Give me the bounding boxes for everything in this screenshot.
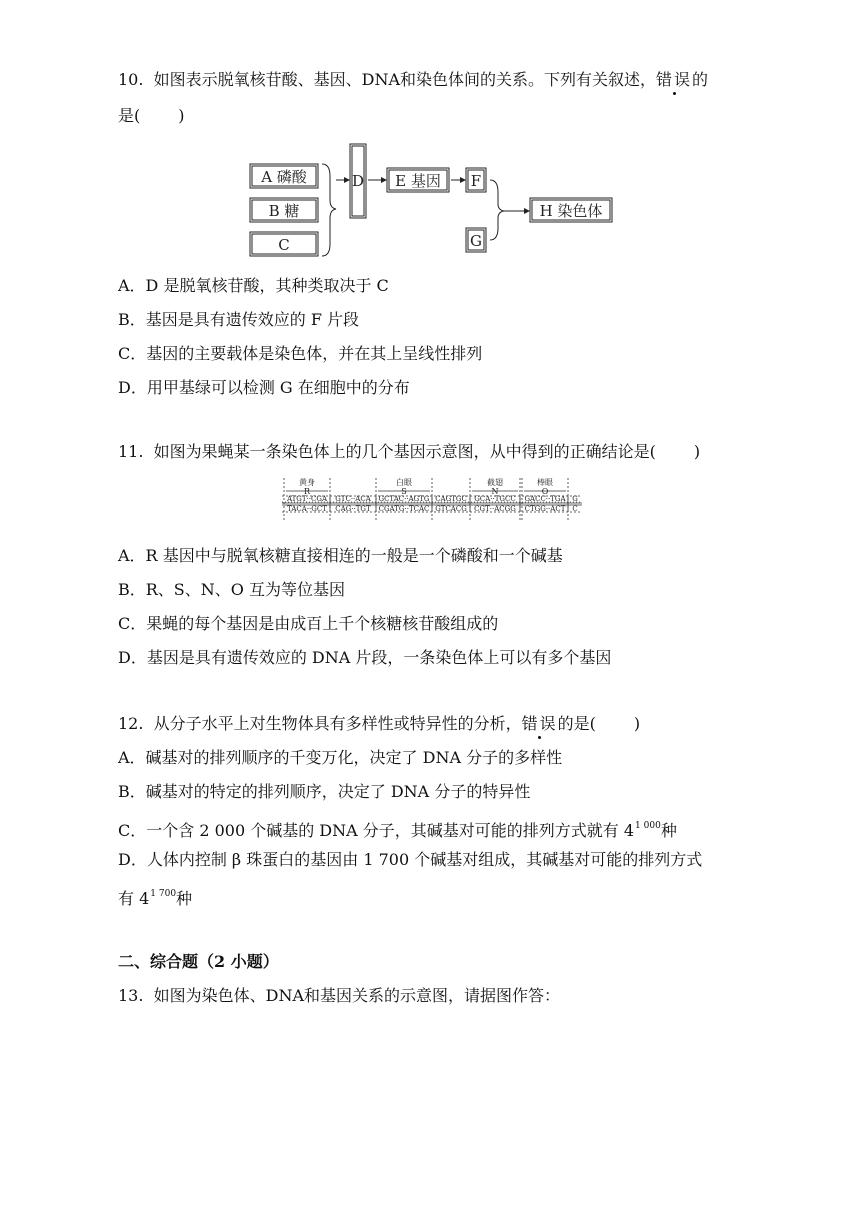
q12-option-d-exponent: 1 700 bbox=[150, 889, 177, 899]
top-strand-seg-3: GCTAC··AGTG bbox=[378, 495, 430, 503]
q11-stem-text: 如图为果蝇某一条染色体上的几个基因示意图，从中得到的正确结论是( bbox=[153, 442, 656, 461]
box-c-label: C bbox=[278, 236, 290, 254]
q11-option-c: C．果蝇的每个基因是由成百上千个核糖核苷酸组成的 bbox=[118, 614, 499, 633]
q12-stem-close: ) bbox=[633, 714, 641, 733]
q11-option-b: B．R、S、N、O 互为等位基因 bbox=[118, 580, 345, 599]
top-strand-seg-7: G bbox=[572, 495, 578, 503]
q12-option-d-line1: D．人体内控制 β 珠蛋白的基因由 1 700 个碱基对组成，其碱基对可能的排列方式 bbox=[118, 850, 703, 869]
q11-gene-diagram bbox=[280, 474, 584, 532]
q12-emph: 错误 bbox=[521, 714, 558, 733]
q11-number: 11. bbox=[118, 442, 144, 461]
q12-option-b: B．碱基对的特定的排列顺序，决定了 DNA 分子的特异性 bbox=[118, 782, 531, 801]
brace-fg bbox=[490, 180, 504, 240]
section2-heading: 二、综合题（2 小题） bbox=[118, 952, 279, 971]
q12-option-a: A．碱基对的排列顺序的千变万化，决定了 DNA 分子的多样性 bbox=[118, 748, 563, 767]
q10-option-c: C．基因的主要载体是染色体，并在其上呈线性排列 bbox=[118, 344, 483, 363]
bottom-strand-seg-6: CTGG··ACT bbox=[524, 505, 566, 513]
bottom-strand-seg-1: TACA··GCT bbox=[287, 505, 327, 513]
q12-option-c-end: 种 bbox=[660, 821, 677, 840]
q10-emph: 错误 bbox=[656, 70, 693, 89]
q13-number: 13. bbox=[118, 986, 144, 1005]
bottom-strand-seg-2: CAG··TGT bbox=[335, 505, 371, 513]
q10-number: 10. bbox=[118, 70, 144, 89]
q13-stem bbox=[118, 986, 560, 1006]
box-a-label: A 磷酸 bbox=[261, 168, 307, 186]
bottom-strand-seg-4: GTCACG bbox=[435, 505, 467, 513]
q10-stem-after: 的 bbox=[692, 70, 709, 89]
box-h-label: H 染色体 bbox=[539, 202, 603, 220]
top-strand-seg-2: GTC··ACA bbox=[335, 495, 371, 503]
q10-option-a: A．D 是脱氧核苷酸，其种类取决于 C bbox=[118, 276, 389, 295]
q12-stem-after: 的是( bbox=[557, 714, 596, 733]
q12-stem bbox=[118, 714, 640, 734]
gene-r-letter: R bbox=[303, 487, 311, 496]
box-f-label: F bbox=[470, 172, 482, 190]
top-strand-seg-4: CAGTGC bbox=[435, 495, 467, 503]
top-strand-seg-5: GCA··TGCC bbox=[474, 495, 516, 503]
gene-n-trait: 截翅 bbox=[487, 478, 503, 487]
gene-s-letter: S bbox=[401, 487, 407, 496]
gene-s-trait: 白眼 bbox=[396, 478, 412, 487]
q10-figure bbox=[246, 142, 618, 266]
bottom-strand-seg-3: CGATG··TCAC bbox=[378, 505, 430, 513]
q10-option-b: B．基因是具有遗传效应的 F 片段 bbox=[118, 310, 360, 329]
q12-option-d-line2-end: 种 bbox=[176, 889, 193, 908]
q13-stem-text: 如图为染色体、DNA和基因关系的示意图，请据图作答： bbox=[153, 986, 561, 1005]
brace-abc bbox=[322, 164, 336, 256]
gene-o-trait: 棒眼 bbox=[537, 478, 553, 487]
q11-option-d: D．基因是具有遗传效应的 DNA 片段，一条染色体上可以有多个基因 bbox=[118, 648, 612, 667]
q10-stem-line1 bbox=[118, 70, 708, 90]
gene-r-trait: 黄身 bbox=[299, 478, 315, 487]
q12-option-d-line2-text: 有 4 bbox=[118, 889, 150, 908]
q11-stem-close: ) bbox=[693, 442, 701, 461]
q12-number: 12. bbox=[118, 714, 144, 733]
top-strand-seg-1: ATGT··CGA bbox=[286, 495, 328, 503]
gene-o-letter: O bbox=[541, 487, 549, 496]
box-e-label: E 基因 bbox=[395, 172, 441, 190]
q12-option-c bbox=[118, 816, 677, 841]
q10-diagram bbox=[246, 142, 618, 262]
gene-n-letter: N bbox=[491, 487, 499, 496]
q11-figure bbox=[280, 474, 584, 536]
box-b-label: B 糖 bbox=[268, 202, 300, 220]
q11-option-a: A．R 基因中与脱氧核糖直接相连的一般是一个磷酸和一个碱基 bbox=[118, 546, 563, 565]
q10-stem-line2-text: 是( bbox=[118, 106, 141, 125]
q10-stem-before: 如图表示脱氧核苷酸、基因、DNA和染色体间的关系。下列有关叙述， bbox=[153, 70, 657, 89]
q12-option-c-text: C．一个含 2 000 个碱基的 DNA 分子，其碱基对可能的排列方式就有 4 bbox=[118, 821, 635, 840]
bottom-strand-seg-7: C bbox=[572, 505, 578, 513]
top-strand-seg-6: GACC··TGA bbox=[524, 495, 566, 503]
box-d-label: D bbox=[351, 172, 365, 190]
q10-stem-close: ) bbox=[178, 106, 185, 125]
q12-option-d-line2 bbox=[118, 884, 192, 909]
q11-stem bbox=[118, 442, 700, 462]
bottom-strand-seg-5: CGT··ACGG bbox=[474, 505, 516, 513]
q10-stem-line2 bbox=[118, 106, 185, 126]
q12-option-c-exponent: 1 000 bbox=[635, 821, 661, 831]
box-g-label: G bbox=[470, 232, 482, 250]
q12-stem-before: 从分子水平上对生物体具有多样性或特异性的分析， bbox=[153, 714, 522, 733]
q10-option-d: D．用甲基绿可以检测 G 在细胞中的分布 bbox=[118, 378, 410, 397]
